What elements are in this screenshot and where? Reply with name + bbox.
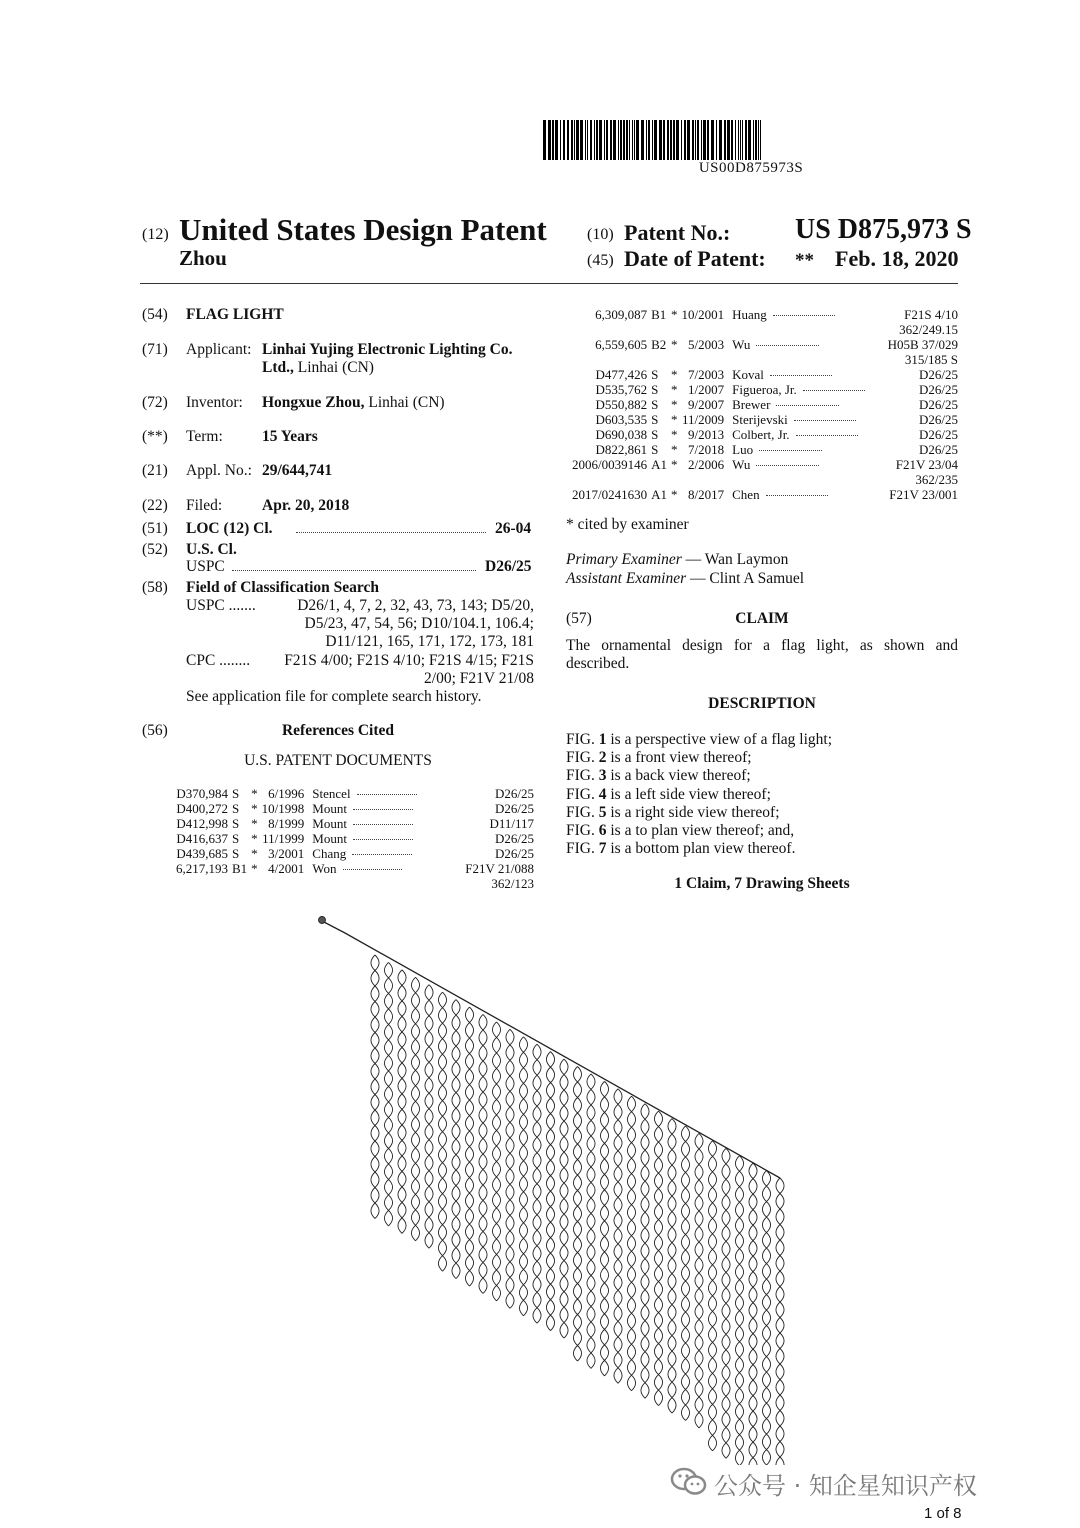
appl-no-value: 29/644,741 [262,462,333,479]
filed-label: Filed: [186,497,223,514]
code-52: (52) [142,541,168,558]
ref-number: D412,998 [176,816,228,831]
leader-dots [353,824,413,825]
ref-name [732,457,884,472]
code-10: (10) [587,226,614,243]
ref-name [312,861,462,876]
ref-star: * [671,427,678,442]
appl-no-label: Appl. No.: [186,462,252,479]
ref-number: 6,559,605 [595,337,648,352]
description-list [566,731,832,858]
search-uspc-label: USPC ....... [186,597,256,614]
ref-class: D26/25 [919,397,958,412]
reference-row [572,412,958,427]
ref-date: 9/2007 [688,397,725,412]
ref-kind: A1 [651,487,668,502]
applicant-name-line1: Linhai Yujing Electronic Lighting Co. [262,341,513,358]
search-cpc-line: F21S 4/00; F21S 4/10; F21S 4/15; F21S [284,652,534,669]
ref-name [312,786,462,801]
leader-dots [357,794,417,795]
ref-kind: S [232,816,240,831]
leader-dots [770,375,832,376]
ref-number: D439,685 [176,846,228,861]
ref-number: D550,882 [595,397,648,412]
ref-class: H05B 37/029 [887,337,958,352]
ref-date: 1/2007 [688,382,725,397]
reference-row [572,367,958,382]
leader-dots [352,854,412,855]
term-label: Term: [186,428,223,445]
fig-post: is a right side view thereof; [610,803,780,821]
ref-class: F21S 4/10 [904,307,958,322]
fig-post: is a perspective view of a flag light; [610,731,833,748]
search-uspc-line: D5/23, 47, 54, 56; D10/104.1, 106.4; [304,615,534,632]
ref-inventor: Chang [312,846,347,861]
description-line [566,804,832,822]
loc-class-value: 26-04 [495,520,532,537]
ref-name [732,427,884,442]
cited-by-examiner: * cited by examiner [566,516,689,533]
reference-row [176,861,534,876]
code-54: (54) [142,306,168,323]
search-uspc-line: D11/121, 165, 171, 172, 173, 181 [325,633,534,650]
fig-num: 6 [598,822,607,840]
ref-date: 7/2003 [688,367,725,382]
code-12: (12) [142,226,169,243]
fig-post: is a bottom plan view thereof. [610,840,796,858]
ref-inventor: Huang [732,307,767,322]
term-value: 15 Years [262,428,318,445]
ref-date: 8/2017 [688,487,725,502]
leader-dots [776,405,838,406]
code-45: (45) [587,252,614,269]
ref-class-secondary: 362/249.15 [899,322,958,337]
search-cpc-line: 2/00; F21V 21/08 [424,670,534,687]
reference-row [176,846,534,861]
date-of-patent-label: Date of Patent: [624,246,766,271]
ref-name [732,367,884,382]
ref-number: D822,861 [595,442,648,457]
ref-star: * [251,816,258,831]
references-cited-title: References Cited [281,722,395,739]
uspc-value: D26/25 [485,558,532,575]
fig-num: 1 [598,731,607,748]
flag-light-drawing [300,905,800,1465]
reference-row [572,382,958,397]
ref-class: D26/25 [919,412,958,427]
barcode [543,120,959,160]
loc-class-label: LOC (12) Cl. [186,520,273,537]
reference-row [572,427,958,442]
ref-class: D11/117 [489,816,534,831]
description-line [566,767,832,785]
title-field: FLAG LIGHT [186,306,284,323]
reference-row [176,786,534,801]
ref-class: F21V 23/04 [895,457,958,472]
assistant-examiner-name: — Clint A Samuel [690,570,805,587]
ref-number: D690,038 [595,427,648,442]
ref-date: 5/2003 [688,337,725,352]
fig-pre: FIG. [566,785,595,803]
ref-number: D477,426 [595,367,648,382]
fig-num: 3 [598,767,607,785]
ref-date: 6/1996 [268,786,305,801]
description-line [566,749,832,767]
ref-inventor: Figueroa, Jr. [732,382,797,397]
ref-name [732,337,884,352]
code-51: (51) [142,520,168,537]
ref-number: 2017/0241630 [572,487,648,502]
ref-star: * [671,487,678,502]
ref-kind: S [651,397,659,412]
fig-pre: FIG. [566,749,595,767]
ref-class-secondary: 362/235 [915,472,958,487]
ref-star: * [671,337,678,352]
ref-name [732,412,884,427]
ref-inventor: Won [312,861,337,876]
claim-text-line2: described. [566,655,630,672]
ref-kind: S [232,846,240,861]
barcode-number: US00D875973S [698,160,804,176]
document-title: United States Design Patent [179,212,547,247]
ref-kind: B1 [232,861,248,876]
reference-row [572,487,958,502]
ref-class: F21V 23/001 [889,487,958,502]
references-table-left [176,786,534,891]
description-line [566,786,832,804]
ref-inventor: Mount [312,816,347,831]
watermark-text: 公众号 · 知企星知识产权 [714,1472,977,1500]
reference-row-cont [572,472,958,487]
leader-dots [296,532,486,533]
reference-row [572,307,958,322]
us-patent-documents-title: U.S. PATENT DOCUMENTS [244,752,432,769]
ref-date: 4/2001 [268,861,305,876]
ref-kind: A1 [651,457,668,472]
search-history-note: See application file for complete search history. [186,688,482,705]
leader-dots [803,390,865,391]
code-21: (21) [142,462,168,479]
reference-row-cont [572,352,958,367]
fig-pre: FIG. [566,731,595,748]
inventor-surname: Zhou [179,246,227,270]
ref-number: 6,217,193 [176,861,228,876]
reference-row [176,831,534,846]
ref-date: 8/1999 [268,816,305,831]
ref-kind: B2 [651,337,667,352]
ref-name [312,846,462,861]
code-56: (56) [142,722,168,739]
ref-star: * [671,457,678,472]
claim-title: CLAIM [735,610,789,627]
fig-pre: FIG. [566,803,595,821]
ref-class: D26/25 [919,367,958,382]
ref-class-secondary: 315/185 S [904,352,958,367]
leader-dots [756,345,818,346]
ref-star: * [671,307,678,322]
ref-number: D603,535 [595,412,648,427]
ref-star: * [671,412,678,427]
patent-no-label: Patent No.: [624,220,731,245]
code-58: (58) [142,579,168,596]
ref-class: D26/25 [495,801,534,816]
fig-pre: FIG. [566,822,595,840]
fig-pre: FIG. [566,840,595,858]
us-class-label: U.S. Cl. [186,541,237,558]
fig-post: is a front view thereof; [610,749,752,767]
inventor-name: Hongxue Zhou, [262,394,365,411]
leader-dots [756,465,818,466]
ref-inventor: Brewer [732,397,771,412]
ref-kind: S [232,831,240,846]
ref-star: * [671,382,678,397]
reference-row [572,442,958,457]
fig-post: is a back view thereof; [610,767,751,785]
ref-inventor: Sterijevski [732,412,788,427]
references-table-right [572,307,958,502]
primary-examiner-name: — Wan Laymon [685,551,789,568]
ref-star: * [251,846,258,861]
description-line [566,731,832,749]
ref-name [312,831,462,846]
ref-kind: S [651,382,659,397]
leader-dots [353,809,413,810]
ref-inventor: Wu [732,337,751,352]
leader-dots [796,435,858,436]
reference-row [572,457,958,472]
fig-num: 5 [598,803,607,821]
ref-name [732,487,884,502]
ref-date: 10/2001 [681,307,725,322]
ref-star: * [251,831,258,846]
code-72: (72) [142,394,168,411]
ref-class-secondary: 362/123 [491,876,534,891]
ref-inventor: Stencel [312,786,351,801]
ref-class: D26/25 [919,427,958,442]
inventor-location: Linhai (CN) [368,394,445,411]
reference-row [176,801,534,816]
reference-row [572,337,958,352]
applicant-location: Linhai (CN) [297,359,374,376]
leader-dots [343,869,403,870]
ref-star: * [671,442,678,457]
ref-name [312,801,462,816]
wechat-icon [670,1466,708,1503]
fig-post: is a to plan view thereof; and, [610,822,795,840]
ref-name [732,382,884,397]
ref-kind: S [232,786,240,801]
field-of-search-label: Field of Classification Search [186,579,380,596]
fig-post: is a left side view thereof; [610,785,771,803]
description-line [566,822,832,840]
leader-dots [773,315,835,316]
ref-name [732,397,884,412]
assistant-examiner-label: Assistant Examiner [566,570,687,587]
description-line [566,840,832,858]
ref-star: * [251,801,258,816]
ref-number: 2006/0039146 [572,457,648,472]
ref-kind: B1 [651,307,667,322]
fig-num: 4 [598,785,607,803]
page-number: 1 of 8 [924,1505,962,1522]
search-cpc-label: CPC ........ [186,652,251,669]
reference-row [572,397,958,412]
ref-name [312,816,462,831]
ref-inventor: Wu [732,457,751,472]
ref-star: * [251,861,258,876]
ref-date: 11/2009 [682,412,725,427]
ref-class: D26/25 [495,831,534,846]
code-71: (71) [142,341,168,358]
description-title: DESCRIPTION [708,695,816,712]
ref-kind: S [651,412,659,427]
leader-dots [353,839,413,840]
ref-kind: S [232,801,240,816]
primary-examiner-label: Primary Examiner [566,551,682,568]
ref-number: D370,984 [176,786,228,801]
ref-class: D26/25 [495,786,534,801]
ref-date: 2/2006 [688,457,725,472]
filed-value: Apr. 20, 2018 [262,497,350,514]
code-22: (22) [142,497,168,514]
ref-date: 10/1998 [261,801,305,816]
reference-row-cont [572,322,958,337]
ref-date: 9/2013 [688,427,725,442]
ref-name [732,307,884,322]
applicant-label: Applicant: [186,341,252,358]
ref-inventor: Chen [732,487,760,502]
leader-dots [794,420,856,421]
reference-row [176,816,534,831]
date-of-patent: Feb. 18, 2020 [835,246,959,271]
search-uspc-line: D26/1, 4, 7, 2, 32, 43, 73, 143; D5/20, [297,597,534,614]
ref-kind: S [651,367,659,382]
claim-text-line1: The ornamental design for a flag light, as shown and [566,637,958,654]
ref-star: * [671,397,678,412]
uspc-label: USPC [186,558,225,575]
ref-inventor: Colbert, Jr. [732,427,790,442]
ref-date: 11/1999 [262,831,305,846]
code-term: (**) [142,428,168,445]
ref-star: * [251,786,258,801]
ref-number: D535,762 [595,382,648,397]
ref-date: 3/2001 [268,846,305,861]
patent-number: US D875,973 S [795,214,972,245]
ref-inventor: Luo [732,442,754,457]
ref-inventor: Mount [312,831,347,846]
leader-dots [232,570,476,571]
ref-inventor: Mount [312,801,347,816]
leader-dots [766,495,828,496]
ref-kind: S [651,442,659,457]
ref-star: * [671,367,678,382]
ref-class: D26/25 [919,442,958,457]
applicant-name-line2: Ltd., [262,359,294,376]
ref-number: D416,637 [176,831,228,846]
claims-sheets: 1 Claim, 7 Drawing Sheets [674,875,850,892]
fig-num: 2 [598,749,607,767]
ref-number: D400,272 [176,801,228,816]
fig-pre: FIG. [566,767,595,785]
ref-date: 7/2018 [688,442,725,457]
code-57: (57) [566,610,592,627]
ref-name [732,442,884,457]
header-divider [140,283,958,284]
ref-kind: S [651,427,659,442]
date-stars: ** [795,250,814,271]
fig-num: 7 [598,840,607,858]
ref-number: 6,309,087 [595,307,648,322]
ref-class: D26/25 [495,846,534,861]
inventor-label: Inventor: [186,394,243,411]
reference-row-cont [176,876,534,891]
ref-class: F21V 21/088 [465,861,534,876]
ref-class: D26/25 [919,382,958,397]
leader-dots [759,450,821,451]
ref-inventor: Koval [732,367,764,382]
